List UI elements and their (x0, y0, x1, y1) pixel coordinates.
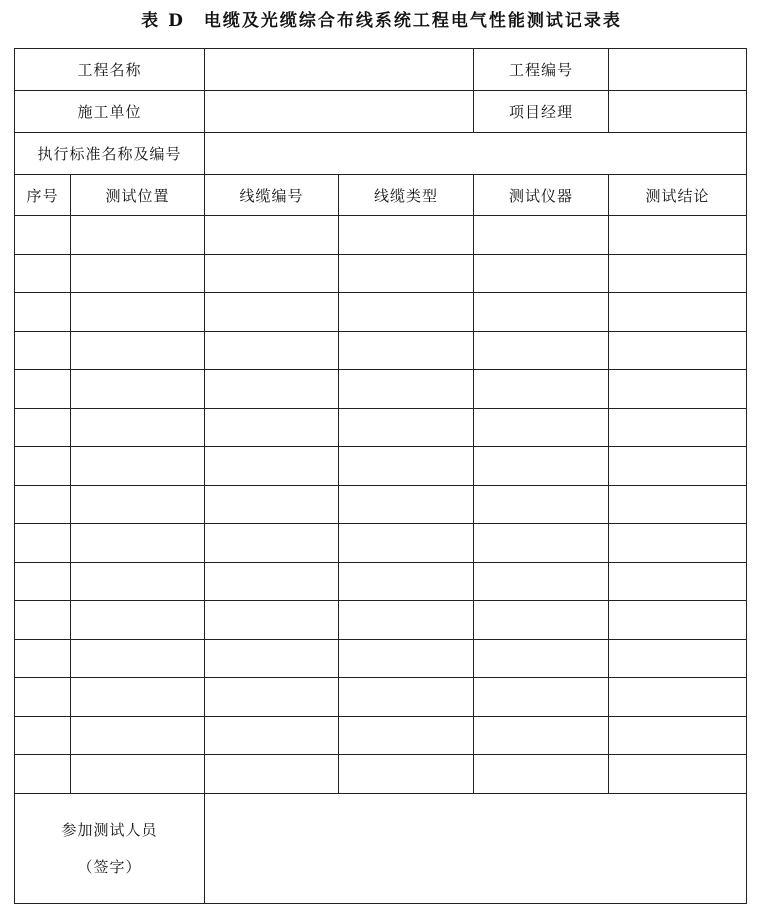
table-cell[interactable] (474, 447, 609, 486)
table-cell[interactable] (205, 216, 339, 255)
table-cell[interactable] (474, 639, 609, 678)
table-cell[interactable] (339, 331, 474, 370)
table-cell[interactable] (339, 485, 474, 524)
table-cell[interactable] (205, 524, 339, 563)
signature-row (15, 793, 747, 903)
table-cell[interactable] (71, 562, 205, 601)
table-row (15, 716, 747, 755)
table-cell[interactable] (71, 601, 205, 640)
table-cell[interactable] (474, 216, 609, 255)
column-header-location: 测试位置 (71, 175, 205, 216)
standard-label: 执行标准名称及编号 (15, 133, 205, 175)
column-header-cable-number: 线缆编号 (205, 175, 339, 216)
table-cell[interactable] (15, 293, 71, 332)
table-cell[interactable] (15, 562, 71, 601)
table-cell[interactable] (339, 370, 474, 409)
project-number-label: 工程编号 (474, 49, 609, 91)
table-cell[interactable] (15, 254, 71, 293)
table-cell[interactable] (205, 639, 339, 678)
table-row (15, 293, 747, 332)
signature-label-cell (15, 793, 205, 903)
table-cell[interactable] (474, 254, 609, 293)
table-cell[interactable] (205, 447, 339, 486)
table-cell[interactable] (339, 524, 474, 563)
table-cell[interactable] (474, 755, 609, 794)
table-cell[interactable] (205, 293, 339, 332)
column-header-cable-type: 线缆类型 (339, 175, 474, 216)
table-cell[interactable] (71, 408, 205, 447)
table-row (15, 524, 747, 563)
table-cell[interactable] (339, 216, 474, 255)
table-cell[interactable] (609, 639, 747, 678)
table-cell[interactable] (474, 293, 609, 332)
column-header-seq: 序号 (15, 175, 71, 216)
signature-value[interactable] (205, 793, 747, 903)
table-cell[interactable] (205, 755, 339, 794)
table-cell[interactable] (15, 216, 71, 255)
table-cell[interactable] (71, 370, 205, 409)
table-cell[interactable] (71, 524, 205, 563)
table-row (15, 408, 747, 447)
table-cell[interactable] (609, 678, 747, 717)
table-cell[interactable] (205, 678, 339, 717)
project-name-label: 工程名称 (15, 49, 205, 91)
table-cell[interactable] (71, 485, 205, 524)
table-cell[interactable] (15, 716, 71, 755)
construction-unit-value[interactable] (205, 91, 474, 133)
table-cell[interactable] (339, 293, 474, 332)
table-cell[interactable] (339, 678, 474, 717)
table-cell[interactable] (205, 562, 339, 601)
table-cell[interactable] (609, 254, 747, 293)
table-cell[interactable] (474, 678, 609, 717)
table-cell[interactable] (71, 678, 205, 717)
construction-unit-label: 施工单位 (15, 91, 205, 133)
table-cell[interactable] (15, 370, 71, 409)
table-cell[interactable] (609, 447, 747, 486)
table-cell[interactable] (474, 485, 609, 524)
table-cell[interactable] (474, 562, 609, 601)
table-cell[interactable] (339, 755, 474, 794)
table-cell[interactable] (474, 524, 609, 563)
table-row (15, 678, 747, 717)
table-row (15, 370, 747, 409)
table-cell[interactable] (15, 755, 71, 794)
project-manager-label: 项目经理 (474, 91, 609, 133)
table-cell[interactable] (339, 601, 474, 640)
table-cell[interactable] (205, 254, 339, 293)
table-cell[interactable] (609, 755, 747, 794)
table-cell[interactable] (339, 639, 474, 678)
table-cell[interactable] (609, 370, 747, 409)
table-cell[interactable] (339, 447, 474, 486)
table-cell[interactable] (609, 562, 747, 601)
project-number-value[interactable] (609, 49, 747, 91)
table-row (15, 447, 747, 486)
table-cell[interactable] (474, 601, 609, 640)
table-cell[interactable] (205, 408, 339, 447)
table-row (15, 254, 747, 293)
table-row (15, 755, 747, 794)
signature-note: （签字） (77, 858, 142, 876)
form-title: 表 D 电缆及光缆综合布线系统工程电气性能测试记录表 (141, 11, 622, 31)
table-row (15, 485, 747, 524)
table-row (15, 216, 747, 255)
table-cell[interactable] (15, 485, 71, 524)
table-cell[interactable] (339, 408, 474, 447)
table-cell[interactable] (15, 601, 71, 640)
column-header-conclusion: 测试结论 (609, 175, 747, 216)
table-cell[interactable] (15, 639, 71, 678)
table-cell[interactable] (609, 331, 747, 370)
table-cell[interactable] (71, 216, 205, 255)
signature-label: 参加测试人员 (61, 821, 158, 839)
table-cell[interactable] (609, 485, 747, 524)
table-cell[interactable] (474, 331, 609, 370)
project-row (15, 49, 747, 91)
table-cell[interactable] (474, 408, 609, 447)
table-cell[interactable] (609, 716, 747, 755)
table-cell[interactable] (474, 716, 609, 755)
table-cell[interactable] (71, 639, 205, 678)
standard-row (15, 133, 747, 175)
table-row (15, 562, 747, 601)
table-cell[interactable] (205, 601, 339, 640)
table-cell[interactable] (205, 331, 339, 370)
table-cell[interactable] (71, 254, 205, 293)
table-row (15, 331, 747, 370)
table-cell[interactable] (205, 716, 339, 755)
standard-value[interactable] (205, 133, 747, 175)
table-cell[interactable] (15, 408, 71, 447)
table-cell[interactable] (205, 485, 339, 524)
table-row (15, 601, 747, 640)
table-cell[interactable] (609, 293, 747, 332)
table-cell[interactable] (609, 524, 747, 563)
table-cell[interactable] (609, 216, 747, 255)
table-cell[interactable] (339, 254, 474, 293)
table-cell[interactable] (15, 447, 71, 486)
table-cell[interactable] (205, 370, 339, 409)
table-cell[interactable] (609, 601, 747, 640)
column-header-row (15, 175, 747, 216)
table-cell[interactable] (474, 370, 609, 409)
test-record-table (14, 48, 747, 904)
column-header-instrument: 测试仪器 (474, 175, 609, 216)
table-cell[interactable] (15, 331, 71, 370)
project-manager-value[interactable] (609, 91, 747, 133)
table-cell[interactable] (71, 755, 205, 794)
table-row (15, 639, 747, 678)
table-cell[interactable] (71, 716, 205, 755)
table-cell[interactable] (339, 562, 474, 601)
table-cell[interactable] (71, 293, 205, 332)
table-cell[interactable] (71, 331, 205, 370)
table-cell[interactable] (339, 716, 474, 755)
table-cell[interactable] (15, 524, 71, 563)
table-cell[interactable] (71, 447, 205, 486)
project-name-value[interactable] (205, 49, 474, 91)
unit-row (15, 91, 747, 133)
table-cell[interactable] (15, 678, 71, 717)
table-cell[interactable] (609, 408, 747, 447)
